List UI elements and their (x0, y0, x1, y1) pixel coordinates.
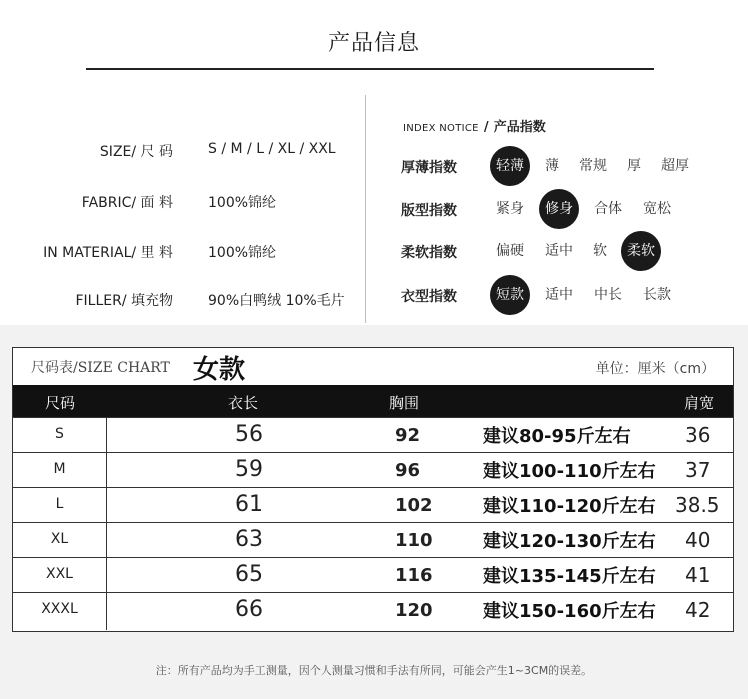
size-chart-table (12, 347, 734, 632)
index-option: 长款 (643, 287, 671, 303)
index-label: 衣型指数 (401, 289, 457, 305)
index-option: 合体 (594, 201, 622, 217)
index-notice-heading (403, 116, 546, 135)
table-row (13, 557, 733, 592)
cell-bust: 92 (395, 425, 421, 446)
size-chart-badge: 女款 (193, 355, 246, 385)
page-title: 产品信息 (327, 31, 420, 56)
cell-size: XXL (13, 558, 107, 592)
title-divider (86, 68, 654, 70)
cell-size: XXXL (13, 593, 107, 630)
cell-weight: 建议150-160斤左右 (483, 601, 656, 622)
index-option-selected: 修身 (539, 189, 579, 229)
index-label: 厚薄指数 (401, 160, 457, 176)
table-row (13, 452, 733, 487)
cell-shoulder: 37 (685, 458, 711, 482)
info-label: SIZE/ 尺 码 (99, 144, 173, 160)
info-label: FILLER/ 填充物 (75, 293, 173, 309)
cell-shoulder: 38.5 (675, 493, 720, 517)
index-option: 中长 (594, 287, 622, 303)
cell-length: 59 (235, 457, 263, 482)
cell-shoulder: 42 (685, 598, 711, 622)
index-row-fit (0, 189, 748, 229)
index-label: 柔软指数 (401, 245, 457, 261)
index-row-thickness (0, 146, 748, 186)
cell-size: M (13, 453, 107, 487)
column-header-shoulder: 肩宽 (684, 394, 715, 412)
index-label: 版型指数 (401, 203, 457, 219)
index-option: 常规 (579, 158, 607, 174)
cell-shoulder: 36 (685, 423, 711, 447)
index-option: 宽松 (643, 201, 671, 217)
measurement-note: 注：所有产品均为手工测量，因个人测量习惯和手法有所同，可能会产生1~3CM的误差。 (155, 664, 593, 677)
cell-weight: 建议110-120斤左右 (483, 496, 656, 517)
table-row (13, 487, 733, 522)
cell-length: 56 (235, 422, 263, 447)
size-chart-header (13, 348, 733, 385)
index-option: 超厚 (661, 158, 689, 174)
index-option: 薄 (545, 158, 559, 174)
cell-bust: 96 (395, 460, 421, 481)
cell-length: 66 (235, 597, 263, 622)
info-value: 90%白鸭绒 10%毛片 (208, 293, 345, 309)
cell-length: 63 (235, 527, 263, 552)
index-option-selected: 轻薄 (490, 146, 530, 186)
table-row (13, 592, 733, 630)
index-heading-sep: / (483, 120, 489, 135)
info-label: FABRIC/ 面 料 (81, 195, 173, 211)
cell-bust: 120 (395, 600, 433, 621)
cell-shoulder: 40 (685, 528, 711, 552)
info-label: IN MATERIAL/ 里 料 (43, 245, 173, 261)
size-chart-section (0, 325, 748, 699)
info-value: 100%锦纶 (208, 195, 277, 211)
table-row (13, 522, 733, 557)
index-option-selected: 柔软 (621, 231, 661, 271)
size-chart-title: 尺码表/SIZE CHART (31, 360, 170, 376)
index-heading-en: INDEX NOTICE (403, 123, 479, 134)
index-option: 软 (593, 243, 607, 259)
cell-bust: 116 (395, 565, 433, 586)
index-option: 适中 (545, 287, 573, 303)
cell-weight: 建议80-95斤左右 (483, 426, 631, 447)
cell-size: S (13, 418, 107, 452)
index-option: 偏硬 (496, 243, 524, 259)
size-chart-unit: 单位：厘米（cm） (595, 361, 715, 377)
product-info-section (0, 0, 748, 325)
column-header-length: 衣长 (228, 394, 259, 412)
cell-bust: 102 (395, 495, 433, 516)
column-header-bust: 胸围 (389, 394, 420, 412)
index-heading-cn: 产品指数 (493, 120, 546, 135)
cell-length: 65 (235, 562, 263, 587)
index-option: 适中 (545, 243, 573, 259)
cell-weight: 建议120-130斤左右 (483, 531, 656, 552)
cell-bust: 110 (395, 530, 433, 551)
size-chart-column-headers (13, 385, 733, 417)
info-value: S / M / L / XL / XXL (208, 141, 336, 157)
index-option: 紧身 (496, 201, 524, 217)
index-option: 厚 (627, 158, 641, 174)
table-row (13, 417, 733, 452)
index-row-softness (0, 231, 748, 271)
cell-shoulder: 41 (685, 563, 711, 587)
cell-weight: 建议135-145斤左右 (483, 566, 656, 587)
cell-size: L (13, 488, 107, 522)
cell-length: 61 (235, 492, 263, 517)
column-header-size: 尺码 (45, 394, 76, 412)
info-value: 100%锦纶 (208, 245, 277, 261)
index-row-length (0, 275, 748, 315)
index-option-selected: 短款 (490, 275, 530, 315)
cell-weight: 建议100-110斤左右 (483, 461, 656, 482)
cell-size: XL (13, 523, 107, 557)
